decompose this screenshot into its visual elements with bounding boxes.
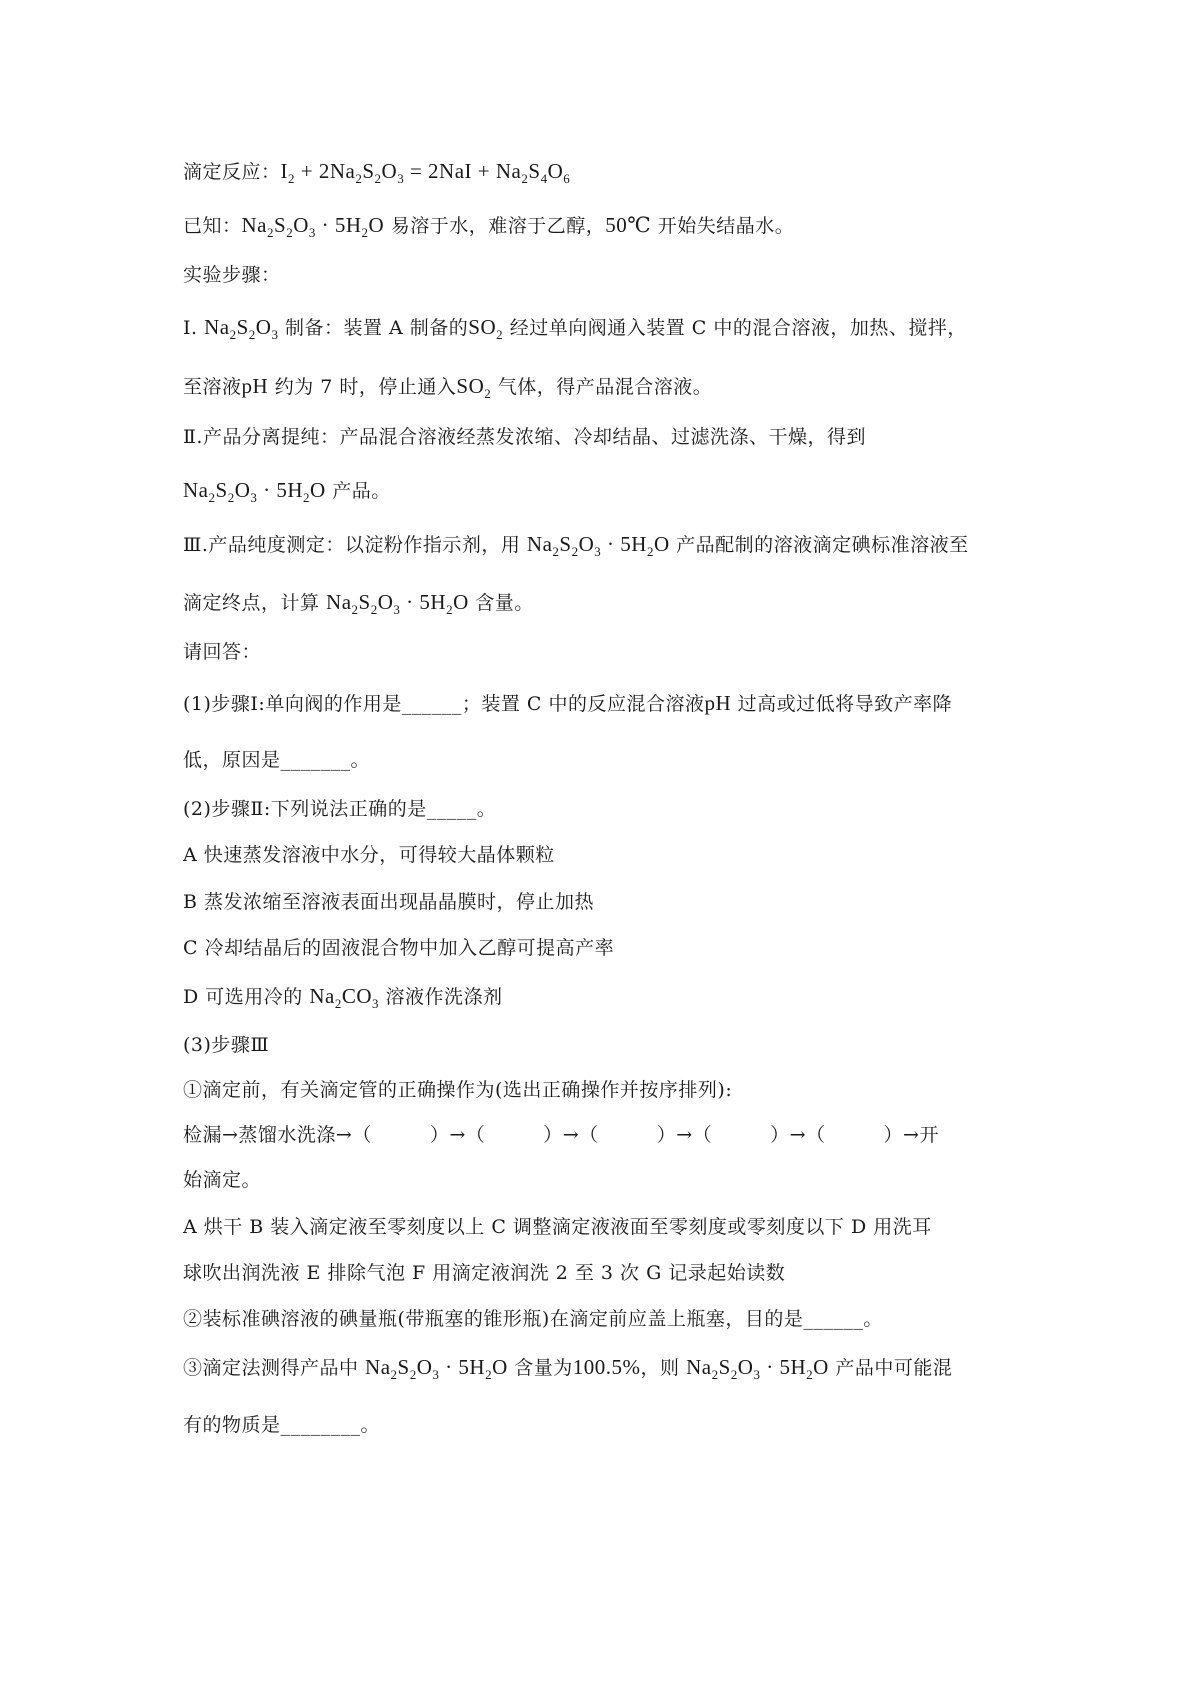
chemical-formula: $Na_2S_2O_3 \cdot 5H_2O$ — [365, 1355, 508, 1382]
chemical-formula: $Na_2S_2O_3 \cdot 5H_2O$ — [183, 478, 326, 505]
chemical-formula: $Na_2S_2O_3$ — [204, 315, 279, 342]
chemical-formula: pH — [704, 691, 732, 715]
question-3-part-1-sequence: 检漏→蒸馏水洗涤→（ ）→（ ）→（ ）→（ ）→（ ）→开 — [183, 1124, 939, 1146]
question-2-option-a: A 快速蒸发溶液中水分，可得较大晶体颗粒 — [183, 844, 555, 866]
step2-line-1: Ⅱ.产品分离提纯：产品混合溶液经蒸发浓缩、冷却结晶、过滤洗涤、干燥，得到 — [183, 426, 866, 448]
question-3-part-1-choices-line-2: 球吹出润洗液 E 排除气泡 F 用滴定液润洗 2 至 3 次 G 记录起始读数 — [183, 1262, 786, 1284]
titration-reaction: 滴定反应：$I_2 + 2Na_2S_2O_3 = 2NaI + Na_2S_4O_6$ — [183, 159, 571, 186]
chemical-formula: 50℃ — [605, 213, 652, 237]
step3-line-1: Ⅲ.产品纯度测定：以淀粉作指示剂，用 $Na_2S_2O_3 \cdot 5H_2O$ 产品配制的溶液滴定碘标准溶液至 — [183, 532, 969, 559]
question-2: (2)步骤Ⅱ:下列说法正确的是_____。 — [183, 798, 497, 820]
step1-line-2: 至溶液pH 约为 7 时，停止通入$SO_2$ 气体，得产品混合溶液。 — [183, 374, 713, 401]
step2-line-2: $Na_2S_2O_3 \cdot 5H_2O$ 产品。 — [183, 478, 391, 505]
chemical-formula: pH — [241, 374, 269, 398]
please-answer: 请回答： — [183, 641, 262, 663]
chemical-formula: $Na_2S_2O_3 \cdot 5H_2O$ — [241, 213, 385, 240]
question-1-line-1: (1)步骤Ⅰ:单向阀的作用是______；装置 C 中的反应混合溶液pH 过高或过低将导致产率降 — [183, 691, 953, 715]
question-3-part-3-line-2: 有的物质是________。 — [183, 1414, 381, 1436]
question-2-option-b: B 蒸发浓缩至溶液表面出现晶晶膜时，停止加热 — [183, 891, 595, 913]
question-2-option-d: D 可选用冷的 $Na_2CO_3$ 溶液作洗涤剂 — [183, 984, 503, 1011]
chemical-formula: $Na_2CO_3$ — [309, 984, 380, 1011]
chemical-formula: $SO_2$ — [456, 374, 492, 401]
question-3: (3)步骤Ⅲ — [183, 1034, 270, 1056]
question-3-part-1: ①滴定前，有关滴定管的正确操作为(选出正确操作并按序排列): — [183, 1079, 733, 1101]
question-3-part-1-choices-line-1: A 烘干 B 装入滴定液至零刻度以上 C 调整滴定液液面至零刻度或零刻度以下 D 用洗耳 — [183, 1216, 932, 1238]
chemical-formula: 100.5% — [572, 1355, 641, 1379]
chemical-formula: $Na_2S_2O_3 \cdot 5H_2O$ — [526, 532, 670, 559]
step3-line-2: 滴定终点，计算 $Na_2S_2O_3 \cdot 5H_2O$ 含量。 — [183, 590, 534, 617]
question-1-line-2: 低，原因是_______。 — [183, 749, 371, 771]
chemical-formula: $Na_2S_2O_3 \cdot 5H_2O$ — [686, 1355, 829, 1382]
chemical-formula: $SO_2$ — [468, 315, 504, 342]
question-3-part-3-line-1: ③滴定法测得产品中 $Na_2S_2O_3 \cdot 5H_2O$ 含量为100.5%，则 $Na_2S_2O_3 \cdot 5H_2O$ 产品中可能混 — [183, 1355, 953, 1382]
steps-heading: 实验步骤： — [183, 264, 281, 286]
known-conditions: 已知：$Na_2S_2O_3 \cdot 5H_2O$ 易溶于水，难溶于乙醇，50℃ 开始失结晶水。 — [183, 213, 795, 240]
question-2-option-c: C 冷却结晶后的固液混合物中加入乙醇可提高产率 — [183, 937, 615, 959]
chemical-formula: $Na_2S_2O_3 \cdot 5H_2O$ — [326, 590, 469, 617]
question-3-part-2: ②装标准碘溶液的碘量瓶(带瓶塞的锥形瓶)在滴定前应盖上瓶塞，目的是______。 — [183, 1308, 883, 1330]
chemical-formula: $I_2 + 2Na_2S_2O_3 = 2NaI + Na_2S_4O_6$ — [280, 159, 571, 186]
question-3-part-1-sequence-end: 始滴定。 — [183, 1169, 262, 1191]
step1-line-1: Ⅰ. $Na_2S_2O_3$ 制备：装置 A 制备的$SO_2$ 经过单向阀通入装置 C 中的混合溶液，加热、搅拌， — [183, 315, 967, 342]
